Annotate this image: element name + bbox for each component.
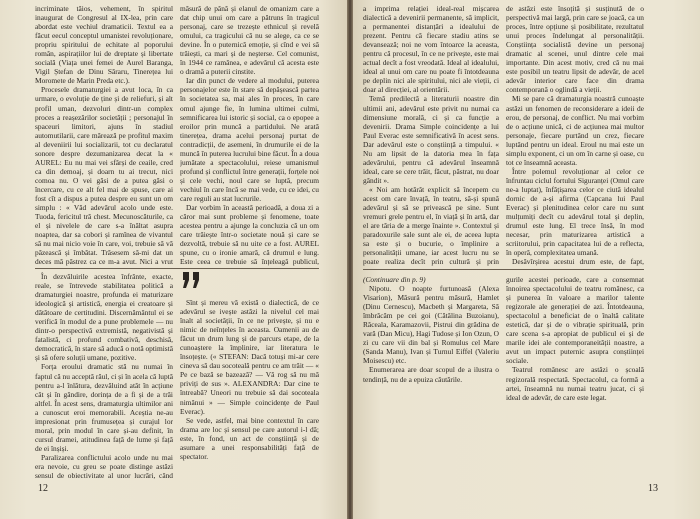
paragraph: Între polemul revoluționar al celor ce înfruntau ciclul fortului Siguranței (Omul care ne-a luptat), înfățișarea celor ce ciută idealul dornic de a-și afirma (Capcana lui Paul Everac) și plenitudinea celor care nu sunt mulțumiți decît cu adevărul total și deplin, drumul este lung. El trece însă, în mod necesar, prin maturizarea artistică a scriitorului, prin capacitatea lui de a reflecta, în operă, complexitatea umană. (506, 166, 644, 258)
paragraph: Forța eroului dramatic stă nu numai în faptul că nu acceptă răul, ci și în acela că luptă pentru a-l înlătura, dezvăluind atât în acțiune cât și în gândire, dorința de a fi și de a trăi altfel. În acest sens, dramaturgia ultimilor ani a cunoscut eroi memorabili. Aceștia ne-au impresionat prin frumusețea și curajul lor moral, prin modul în care și-au definit, în cursul dramei, atitudinea față de lume și față de ei înșiși. (35, 362, 173, 453)
left-page-column-2 (180, 4, 319, 266)
paragraph: Nipotu. O noapte furtunoasă (Alexa Visarion), Măsură pentru măsură, Hamlet (Dinu Cernescu), Macbeth și Margareta, Să îmbrăcăm pe cei goi (Cătălina Buzoianu), Răceala, Karamazovii, Pistrui din grădina de vară (Dan Micu), Hagi Tudose și Ion Ozun, O zi cu care vii din bal și Romulus cel Mare (Sanda Manu), Ivan și Turnul Eiffel (Valeriu Moisescu) etc. (363, 284, 499, 366)
paragraph: măsură de până și elanul de omanizm care a dat chip unui om care a pătruns în tragicul personaj, care se trezește ethnicul și revelă omului, ca tragicului că nu se alege, ca ce se devine. În o puternică emoție, și cînd e vei să trăiești, ca mari și de neşterse. Cel comunist, în 1944 ce ramânea, e adevărul că acesta este o dramă a puterii cinstite. (180, 4, 319, 77)
paragraph: Temă predilectă a literaturii noastre din ultimii ani, adevărul este privit nu numai ca dimensiune morală, ci și ca funcție a devenirii. Drama Simple coincidențe a lui Paul Everac este semnificativă în acest sens. Dar adevărul este o conștiință a timpului. « Nu am lipsit de la datoria mea în fața adevărului, pentru că adevărul înseamnă ideal, care se cere trăit, făcut, păstrat, nu doar gândit ». (363, 94, 499, 185)
right-page-column-1 (363, 4, 499, 266)
right-page (353, 0, 700, 519)
page-number: 12 (38, 483, 48, 494)
paragraph: de astăzi este însoțită și susținută de o perspectivă mai largă, prin care se joacă, ca un proces, între opțiune și posibilitate, rezultatul unui proces îndelungat al personalității. Conștiința socialistă devine un personaj dramatic al scenei, unul dintre cele mai importante. Din acest motiv, cred că nu mai este posibil un teatru lipsit de adevăr, de acel adevăr interior care face din drama contemporană o oglindă a vieții. (506, 4, 644, 95)
paragraph: Mi se pare că dramaturgia noastră cunoaște astăzi un fenomen de reconsiderare a ideii de erou, de personaj, de conflict. Nu mai vorbim de o acțiune unică, ci de acțiunea mai multor personaje, fiecare purtând un crez, fiecare luptând pentru un ideal. Eroul nu mai este un simplu exponent, ci un om în carne și oase, cu tot ce înseamnă aceasta. (506, 94, 644, 167)
right-page-column-4 (506, 275, 644, 465)
left-page (0, 0, 347, 519)
paragraph: Paralizarea conflictului acolo unde nu mai era nevoie, cu greu se poate distinge astăzi sensul de obiectivitate al unor lucrări, când (35, 452, 173, 480)
paragraph: În dezvăluirile acestea înfrânte, exacte, reale, se întrevede stabilitatea politică a dramaturgiei noastre, profunda ei maturizare ideologică și artistică, energia ei creatoare și dătătoare de certitudini. Discernământul ei se verifică în modul de a pune problemele — nu dintr-o perspectivă extremistă, negativistă și fatalistă, ci profund combativă, deschisă, democratică, în stare să aducă o notă optimistă și să ofere soluții umane, pozitive. (35, 272, 173, 363)
paragraph: Sînt și mereu vă există o dialectică, de ce adevărul se ivește astăzi la nivelul cel mai înalt al societății, în ce ne privește, și nu e nimic de neînțeles în aceasta. Oamenii au de făcut un drum lung și de parcurs etape, de la cunoaștere la împlinire, iar literatura le însoțește. (« STEFAN: Dacă totuși mi-ar cere cineva să dau socoteală pentru ce am trăit — « Pe ce bază se bazează? — Vă rog să nu mă priviți de sus ». ALEXANDRA: Dar cine te întreabă? Uneori nu trebuie să dai socoteala nimănui » — Simple coincidențe de Paul Everac). (180, 298, 319, 416)
paragraph: Procesele dramaturgiei a avut loca, în ca urmare, o evoluție de ține și de reliefuri, și alt profil uman, dezvoluri dintr-un complex proces a reașezărilor societății ; personajul în spaceuri limitori, ajuns în stadiul automutilarii, care mărează pe profitul maxim al deveniirii lui socializarii, tot cu declaratul sonore despre dezumanizarea decat la « AUREL: Eu nu mai vei sfârși de ceaile, cred ca din demoaj, și doarn tu ai trecut, nici comoa nu. O vei găsi de a putea găsi o încercare, cu ce alt fel mai de spuse, care ai fost cît a dispus a putea despre eu sunt un om simplu : « Văd adevărul acolo unde este. Tuoda, fericitul tră chest. Mecunoscăturile, ca el și nivelele de care s-a înăltat asupra noaptea, dar sa cobori și ramînea de vivantul să nu mai nicio voie în care, voi, trebuie să vă păzească și îmbătat. Trăsesem să-mi dat un deces mă păstrez ca ce m-a avut. Nici a vrut (35, 85, 173, 266)
right-page-column-2 (506, 4, 644, 266)
paragraph: a imprima relației ideal-real mișcarea dialectică a devenirii permanente, să implicit, a permanentei distanțări a idealului de prezent. Pentru că fiecare stadiu atins se devansează; noi ne vom întoarce la aceasta, pentru că procesul, în ce ne privește, este mai actual decît a fost vreodată. Ideal al idealului, ideal al unui om care nu poate fi întotdeauna pe deplin nici ale spiritului, nici ale vieții, ci doar al direcției, al orientării. (363, 4, 499, 95)
decorative-quote-mark (180, 268, 208, 294)
paragraph: Se vede, astfel, mai bine contextul în care drama are loc și sensul pe care autorul i-l dă; este, în fond, un act de conștiință și de asumare a unei responsabilități față de spectator. (180, 415, 319, 461)
right-page-column-3 (363, 275, 499, 465)
paragraph: gurile acestei perioade, care a consemnat înnoirea spectacolului de teatru românesc, ca și punerea în valoare a marilor talente regizorale ale generației de azi. Întotdeauna, spectacolul a beneficiat de o înaltă calitate estetică, dar și de o vibrație spirituală, prin care scena s-a apropiat de publicul ei și de marile idei ale contemporaneității noastre, a avut un impact puternic asupra conștiinței sociale. (506, 275, 644, 366)
paragraph: incriminate tăios, vehement, în spiritul inaugurat de Congresul al IX-lea, prin care abordat este vechiul dramaticii. Textul ea a făcut eecul conceptul umanistei revoluționare, propriu spiritului de echitate al poporului român, aspirațiilor lui de dreptate și libertate socială (Viața unei femei de Aurel Baranga, Vigil Ștefan de Dinu Săraru, Tinerețea lui Moromete de Marin Preda etc.). (35, 4, 173, 86)
continuation-heading: (Continuare din p. 9) (363, 275, 426, 284)
paragraph: Enumerarea are doar scopul de a ilustra o tendință, nu de a epuiza căutările. (363, 365, 499, 384)
paragraph: Iar din punct de vedere al modului, puterea personajelor este în stare să depășească partea în societatea sa, mai ales în proces, în care omul ajunge fie, în lumina ultimei culmi, semnificarea lui istoric și social, ca o epopee a eroilor prin muncă a partidului. Ne arată tinerețea, drama acelui personaj purtat de contradicții, de asemeni, în drumurile ei de la muncă în puterea lucrului bine făcut. În a doua jumătate a spectacolului, reiese umanismul profund și conflictul între generații, forțele noi și cele vechi, noul care se luptă, precum vechiul în care încă se mai vede, cu ce idei, cu care reguli au stat lucrurile. (180, 76, 319, 203)
page-number: 13 (648, 483, 658, 494)
paragraph: Dar vorbim în această perioadă, a doua zi a căror mai sunt probleme și fenomene, toate acestea pentru a ajunge la concluzia că un om care trăiește într-o societate nouă și care se dezvoltă, trebuie să nu uite ce a fost. AUREL spune, cu o ironie amară, că drumul e lung. Este ceea ce trebuie să înțeleagă publicul, (180, 203, 319, 266)
paragraph: Teatrul românesc are astăzi o școală regizorală respectată. Spectacolul, ca formă a artei, înseamnă nu numai teatru jucat, ci și ideal de adevăr, de care este legat. (506, 365, 644, 402)
section-divider (363, 269, 644, 270)
paragraph: « Noi am hotărât explicit să începem cu acest om care învață, în teatru, să-și spună adevărul și să se privească pe sine. Sunt vremuri grele pentru el, în viață și în artă, dar el are tăria de a merge înainte ». Contextul și paradoxurile sale sunt ale ei, de aceea lupta sa este și o bucurie, o împlinire a personalității umane, iar acest lucru nu se poate realiza decît prin cultură și prin (363, 184, 499, 266)
paragraph (506, 257, 644, 266)
section-divider (35, 268, 319, 269)
left-page-column-4 (180, 298, 319, 481)
paragraph-text: Desăvîrșirea acestui drum este, de fapt, (512, 257, 644, 266)
left-page-column-1 (35, 4, 173, 266)
left-page-column-3 (35, 272, 173, 480)
